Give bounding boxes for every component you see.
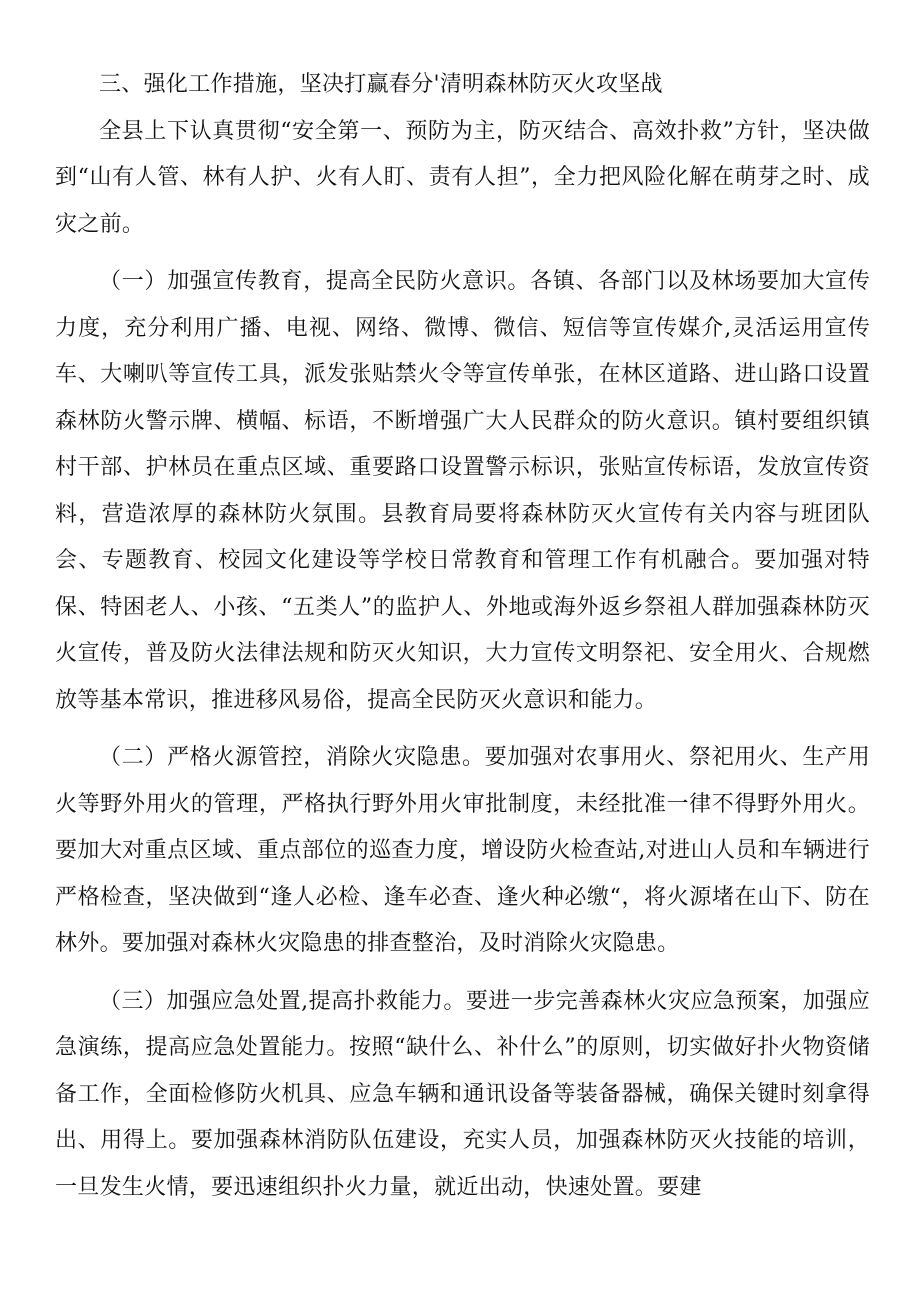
paragraph-gap bbox=[55, 248, 870, 259]
item-3-paragraph: （三）加强应急处置,提高扑救能力。要进一步完善森林火灾应急预案，加强应急演练，提高应急处置能力。按照“缺什么、补什么”的原则，切实做好扑火物资储备工作，全面检修防火机具、应急车辆和通讯设备等装备器械，确保关键时刻拿得出、用得上。要加强森林消防队伍建设，充实人员，加强森林防灭火技能的培训，一旦发生火情，要迅速组织扑火力量，就近出动，快速处置。要建 bbox=[55, 988, 870, 1200]
paragraph-gap bbox=[55, 724, 870, 735]
paragraph-gap bbox=[55, 968, 870, 979]
document-page bbox=[55, 62, 870, 1211]
section-heading: 三、强化工作措施，坚决打赢春分'清明森林防灭火攻坚战 bbox=[99, 72, 663, 97]
intro-paragraph: 全县上下认真贯彻“安全第一、预防为主，防灭结合、高效扑救”方针，坚决做到“山有人管、林有人护、火有人盯、责有人担”，全力把风险化解在萌芽之时、成灾之前。 bbox=[55, 118, 870, 237]
item-1-paragraph: （一）加强宣传教育，提高全民防火意识。各镇、各部门以及林场要加大宣传力度，充分利用广播、电视、网络、微博、微信、短信等宣传媒介,灵活运用宣传车、大喇叭等宣传工具，派发张贴禁火令等宣传单张，在林区道路、进山路口设置森林防火警示牌、横幅、标语，不断增强广大人民群众的防火意识。镇村要组织镇村干部、护林员在重点区域、重要路口设置警示标识，张贴宣传标语，发放宣传资料，营造浓厚的森林防火氛围。县教育局要将森林防灭火宣传有关内容与班团队会、专题教育、校园文化建设等学校日常教育和管理工作有机融合。要加强对特保、特困老人、小孩、“五类人”的监护人、外地或海外返乡祭祖人群加强森林防灭火宣传，普及防火法律法规和防灭火知识，大力宣传文明祭祀、安全用火、合规燃放等基本常识，推进移风易俗，提高全民防灭火意识和能力。 bbox=[55, 269, 870, 713]
item-2-paragraph: （二）严格火源管控，消除火灾隐患。要加强对农事用火、祭祀用火、生产用火等野外用火的管理，严格执行野外用火审批制度，未经批准一律不得野外用火。要加大对重点区域、重点部位的巡查力度，增设防火检查站,对进山人员和车辆进行严格检查，坚决做到“逢人必检、逢车必查、逢火种必缴“，将火源堵在山下、防在林外。要加强对森林火灾隐患的排查整治，及时消除火灾隐患。 bbox=[55, 745, 870, 956]
